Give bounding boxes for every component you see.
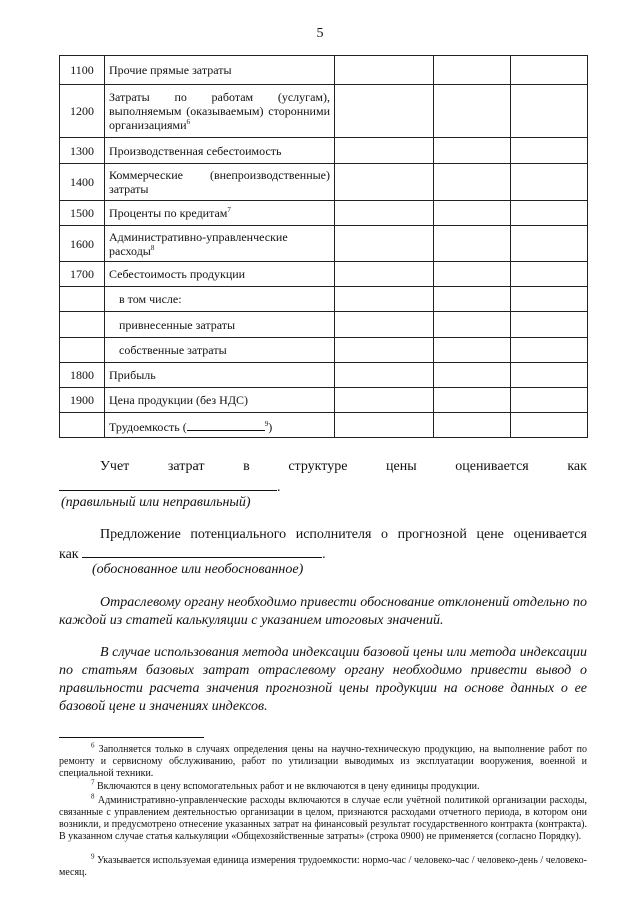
- footnote-6: $^6$ Заполняется только в случаях определения цены на научно-техническую продукцию, на выполнение работ по ремонту и сервисному обслуживанию, работ по утилизации выводимых из эксплуатации вооружения, военной и специальной техники.: [59, 741, 587, 779]
- row-name: Проценты по кредитам$^7$: [105, 201, 335, 226]
- value-cell[interactable]: [335, 164, 434, 201]
- indexation-method-note: В случае использования метода индексации базовой цены или метода индексации по статьям базовых затрат отраслевому органу необходимо привести вывод о правильности расчета значения прогнозной цены продукции на основе данных о ее базовой цене и значениях индексов.: [59, 645, 587, 714]
- footnote-ref: 6: [186, 118, 191, 126]
- value-cell[interactable]: [511, 312, 588, 338]
- row-name: Цена продукции (без НДС): [105, 388, 335, 413]
- value-cell[interactable]: [434, 85, 511, 138]
- labor-unit-blank[interactable]: [187, 417, 265, 431]
- row-name: в том числе:: [105, 287, 335, 312]
- row-name: Прибыль: [105, 363, 335, 388]
- table-row: [60, 201, 588, 226]
- value-cell[interactable]: [335, 226, 434, 262]
- value-cell[interactable]: [434, 338, 511, 363]
- row-code: 1500: [60, 201, 105, 226]
- value-cell[interactable]: [434, 363, 511, 388]
- value-cell[interactable]: [511, 388, 588, 413]
- row-name: Производственная себестоимость: [105, 138, 335, 164]
- value-cell[interactable]: [434, 287, 511, 312]
- value-cell[interactable]: [511, 85, 588, 138]
- table-row: [60, 287, 588, 312]
- value-cell[interactable]: [511, 363, 588, 388]
- row-name: Затраты по работам (услугам), выполняемым (оказываемым) сторонними организациями$^6$: [105, 85, 335, 138]
- value-cell[interactable]: [511, 226, 588, 262]
- assessment-hint: (правильный или неправильный): [61, 495, 251, 510]
- table-row: [60, 413, 588, 438]
- value-cell[interactable]: [434, 56, 511, 85]
- table-row: [60, 312, 588, 338]
- value-cell[interactable]: [434, 138, 511, 164]
- value-cell[interactable]: [335, 338, 434, 363]
- value-cell[interactable]: [335, 262, 434, 287]
- value-cell[interactable]: [335, 201, 434, 226]
- row-code: [60, 413, 105, 438]
- row-code: 1800: [60, 363, 105, 388]
- footnote-7: $^7$ Включаются в цену вспомогательных работ и не включаются в цену единицы продукции.: [91, 778, 480, 792]
- value-cell[interactable]: [335, 363, 434, 388]
- calculation-table: [59, 55, 588, 438]
- row-name: привнесенные затраты: [105, 312, 335, 338]
- footnote-8: $^8$ Административно-управленческие расходы включаются в случае если учётной политикой организации расходы, связанные с управлением деятельностью организации в целом, признаются расходами отчетного периода, в котором они возникли, и предусмотрено отнесение указанных затрат на финансовый результат государственного контракта (контракта). В указанном случае статья калькуляции «Общехозяйственные затраты» (строка 0900) не применяется (согласно Порядку).: [59, 792, 587, 842]
- footnote-ref: 8: [150, 243, 155, 252]
- value-cell[interactable]: [335, 287, 434, 312]
- row-name: Коммерческие (внепроизводственные) затраты: [105, 164, 335, 201]
- row-code: 1400: [60, 164, 105, 201]
- value-cell[interactable]: [434, 262, 511, 287]
- value-cell[interactable]: [511, 201, 588, 226]
- row-code: 1300: [60, 138, 105, 164]
- value-cell[interactable]: [511, 138, 588, 164]
- value-cell[interactable]: [434, 164, 511, 201]
- row-code: 1600: [60, 226, 105, 262]
- row-code: [60, 312, 105, 338]
- value-cell[interactable]: [511, 287, 588, 312]
- table-row: [60, 388, 588, 413]
- value-cell[interactable]: [511, 262, 588, 287]
- table-row: [60, 164, 588, 201]
- value-cell[interactable]: [434, 312, 511, 338]
- value-cell[interactable]: [434, 388, 511, 413]
- footnote-ref: 9: [264, 419, 269, 428]
- row-code: 1200: [60, 85, 105, 138]
- value-cell[interactable]: [335, 413, 434, 438]
- value-cell[interactable]: [434, 201, 511, 226]
- footnote-ref: 7: [227, 206, 231, 214]
- table-row: [60, 56, 588, 85]
- row-code: [60, 287, 105, 312]
- value-cell[interactable]: [434, 413, 511, 438]
- value-cell[interactable]: [511, 56, 588, 85]
- footnote-9: $^9$ Указывается используемая единица измерения трудоемкости: нормо-час / человеко-час / человеко-день / человеко-месяц.: [59, 852, 587, 878]
- table-row: [60, 363, 588, 388]
- row-code: 1700: [60, 262, 105, 287]
- price-proposal-hint: (обоснованное или необоснованное): [92, 562, 304, 577]
- table-row: [60, 85, 588, 138]
- value-cell[interactable]: [335, 138, 434, 164]
- value-cell[interactable]: [335, 85, 434, 138]
- row-name: Административно-управленческие расходы$^8$: [105, 226, 335, 262]
- assessment-blank[interactable]: [59, 477, 277, 491]
- footnote-separator: [59, 737, 204, 738]
- row-name: Себестоимость продукции: [105, 262, 335, 287]
- row-code: 1900: [60, 388, 105, 413]
- table-row: [60, 226, 588, 262]
- assessment-line: .: [59, 477, 281, 497]
- price-proposal-blank[interactable]: [82, 544, 322, 558]
- value-cell[interactable]: [335, 312, 434, 338]
- value-cell[interactable]: [511, 413, 588, 438]
- price-proposal-statement: Предложение потенциального исполнителя о прогнозной цене оценивается: [100, 527, 587, 542]
- row-code: [60, 338, 105, 363]
- page-number: 5: [316, 26, 324, 41]
- row-code: 1100: [60, 56, 105, 85]
- value-cell[interactable]: [511, 338, 588, 363]
- row-name: Прочие прямые затраты: [105, 56, 335, 85]
- table-row: [60, 338, 588, 363]
- value-cell[interactable]: [511, 164, 588, 201]
- row-name: собственные затраты: [105, 338, 335, 363]
- value-cell[interactable]: [335, 388, 434, 413]
- value-cell[interactable]: [335, 56, 434, 85]
- deviation-justification-note: Отраслевому органу необходимо привести обоснование отклонений отдельно по каждой из статей калькуляции с указанием итоговых значений.: [59, 595, 587, 628]
- table-row: [60, 138, 588, 164]
- price-proposal-line: как .: [59, 544, 326, 564]
- value-cell[interactable]: [434, 226, 511, 262]
- row-name: Трудоемкость ( $^9$): [105, 413, 335, 438]
- table-row: [60, 262, 588, 287]
- cost-accounting-statement: Учет затрат в структуре цены оценивается как: [100, 459, 587, 474]
